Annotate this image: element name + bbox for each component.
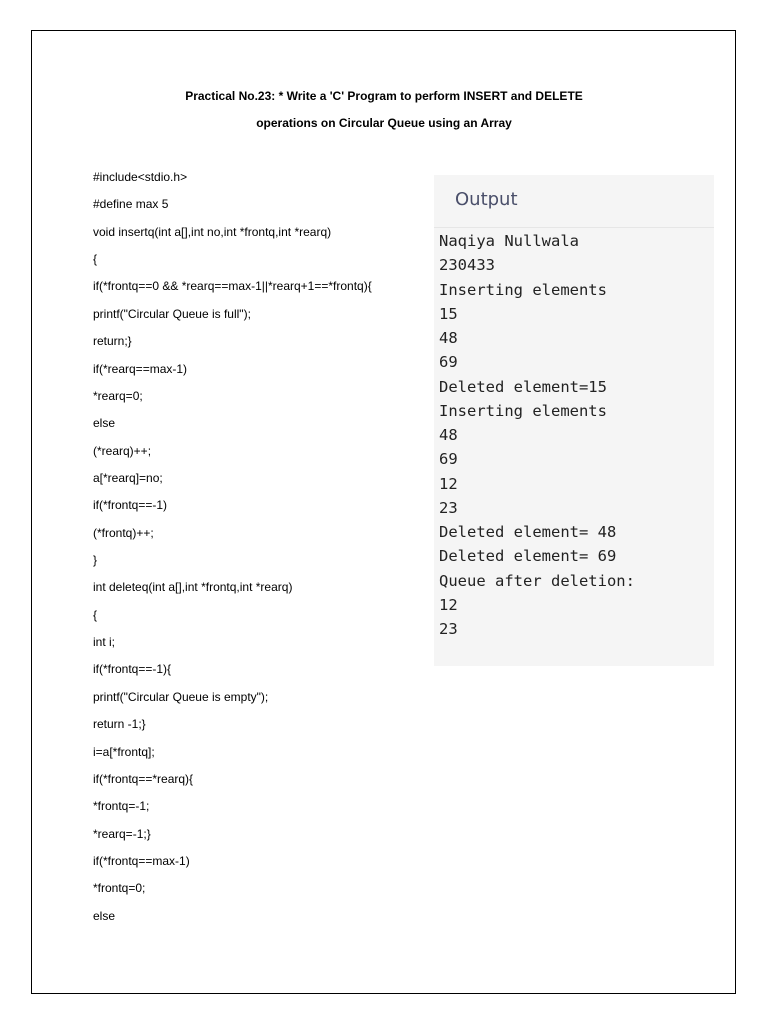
code-line: if(*frontq==max-1)	[93, 853, 190, 868]
code-line: #define max 5	[93, 197, 169, 212]
output-line: Deleted element= 69	[439, 547, 617, 566]
code-line: int deleteq(int a[],int *frontq,int *rearq)	[93, 580, 293, 595]
code-line: if(*frontq==*rearq){	[93, 771, 194, 786]
source-code	[93, 169, 372, 935]
code-line: if(*rearq==max-1)	[93, 361, 188, 376]
output-line: 69	[439, 450, 458, 469]
code-line: if(*frontq==-1){	[93, 662, 172, 677]
practical-title: Practical No.23: * Write a 'C' Program to perform INSERT and DELETE	[185, 89, 583, 103]
output-line: 23	[439, 620, 458, 638]
code-line: else	[93, 416, 116, 431]
code-line: *frontq=-1;	[93, 799, 150, 814]
code-line: a[*rearq]=no;	[93, 470, 163, 485]
output-line: 12	[439, 595, 458, 614]
code-line: if(*frontq==0 && *rearq==max-1||*rearq+1==*frontq){	[93, 279, 372, 294]
output-header	[434, 175, 714, 228]
output-line: Queue after deletion:	[439, 571, 635, 590]
code-line: *rearq=0;	[93, 388, 143, 403]
code-line: {	[93, 252, 98, 267]
output-console	[439, 229, 635, 641]
code-line: (*frontq)++;	[93, 525, 154, 540]
output-line: 48	[439, 329, 458, 347]
practical-subtitle: operations on Circular Queue using an Array	[256, 116, 512, 130]
code-line: return -1;}	[93, 717, 146, 732]
output-panel	[434, 175, 714, 666]
code-line: i=a[*frontq];	[93, 744, 155, 759]
code-line: #include<stdio.h>	[93, 170, 188, 184]
output-line: 48	[439, 426, 458, 444]
code-line: return;}	[93, 334, 132, 349]
output-line: Deleted element=15	[439, 377, 607, 396]
code-line: {	[93, 607, 98, 622]
output-line: 23	[439, 498, 458, 517]
output-line: 69	[439, 353, 458, 372]
output-line: Deleted element= 48	[439, 523, 617, 541]
output-line: Inserting elements	[439, 280, 607, 299]
code-line: void insertq(int a[],int no,int *frontq,int *rearq)	[93, 224, 332, 239]
output-line: Naqiya Nullwala	[439, 232, 579, 250]
code-line: }	[93, 553, 98, 568]
code-line: (*rearq)++;	[93, 443, 152, 458]
output-line: 12	[439, 474, 458, 493]
code-line: printf("Circular Queue is empty");	[93, 689, 269, 704]
output-line: Inserting elements	[439, 401, 607, 420]
output-line: 230433	[439, 256, 495, 275]
code-line: *rearq=-1;}	[93, 826, 151, 841]
code-line: else	[93, 908, 116, 923]
code-line: if(*frontq==-1)	[93, 498, 168, 513]
code-line: int i;	[93, 635, 116, 650]
output-line: 15	[439, 304, 458, 323]
code-line: printf("Circular Queue is full");	[93, 306, 251, 321]
output-title: Output	[455, 189, 518, 210]
code-line: *frontq=0;	[93, 881, 146, 896]
